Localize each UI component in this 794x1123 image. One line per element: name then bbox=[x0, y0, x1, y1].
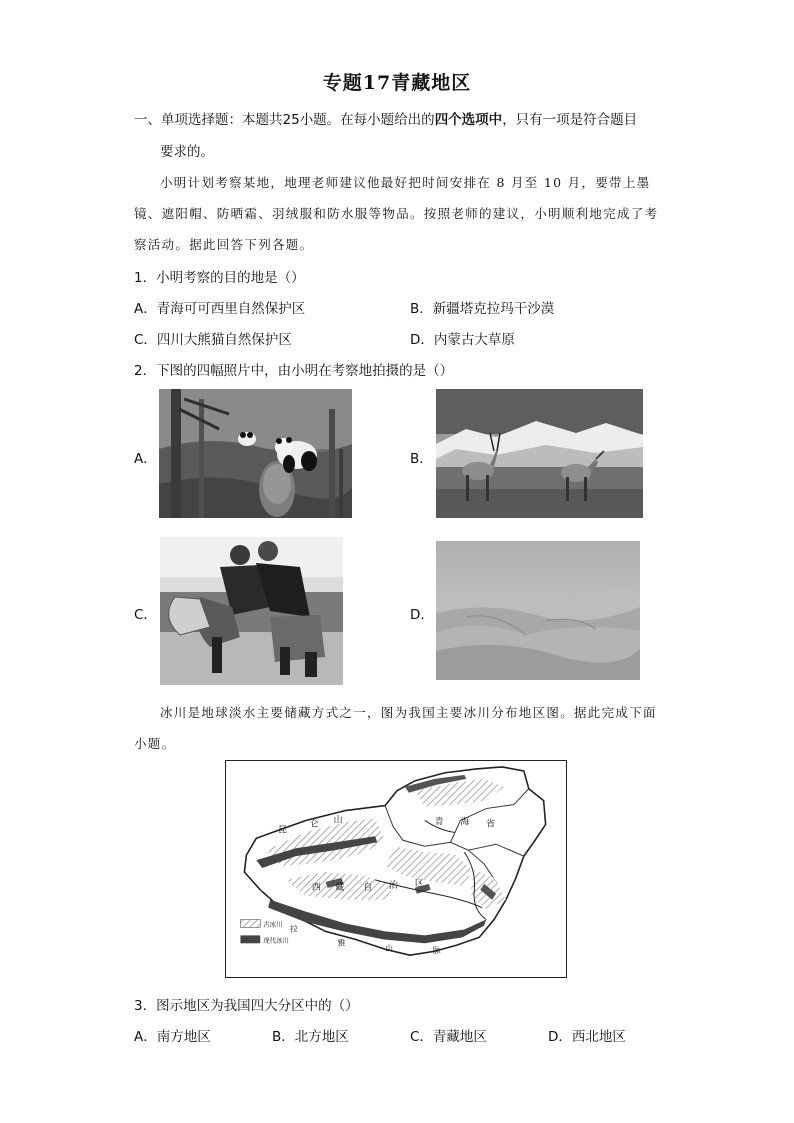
section-header bbox=[134, 108, 637, 128]
section-header-line2: 要求的。 bbox=[160, 144, 214, 160]
legend-modern-label: 现代冰川 bbox=[263, 936, 289, 945]
map-label-kunlun-3: 山 bbox=[333, 815, 343, 826]
map-label-qinghai-1: 青 bbox=[434, 817, 444, 828]
section-prefix: 一、单项选择题：本题共 bbox=[134, 112, 283, 128]
q3-stem: 3．图示地区为我国四大分区中的（） bbox=[134, 998, 359, 1014]
q3-option-c: C．青藏地区 bbox=[410, 1029, 487, 1045]
section-mid: 小题。在每小题给出的 bbox=[299, 112, 435, 128]
map-label-xizang-2: 藏 bbox=[335, 882, 345, 893]
q1-option-d: D．内蒙古大草原 bbox=[410, 332, 515, 348]
map-label-kunlun-1: 昆 bbox=[278, 825, 288, 836]
map-label-xizang-1: 西 bbox=[311, 882, 321, 893]
q1-stem: 1．小明考察的目的地是（） bbox=[134, 270, 305, 286]
section-count: 25 bbox=[282, 112, 300, 128]
map-label-xizang-5: 区 bbox=[414, 878, 424, 889]
q2-label-d: D． bbox=[410, 607, 434, 623]
map-label-himalaya-1: 马 bbox=[260, 884, 269, 894]
map-label-himalaya-4: 山 bbox=[385, 944, 394, 954]
map-label-xizang-3: 自 bbox=[363, 882, 373, 893]
map-label-himalaya-3: 雅 bbox=[337, 938, 346, 948]
desert-photo bbox=[436, 541, 640, 680]
passage2-line1: 冰川是地球淡水主要储藏方式之一，图为我国主要冰川分布地区图。据此完成下面 bbox=[160, 705, 657, 720]
section-suffix: ，只有一项是符合题目 bbox=[502, 112, 638, 128]
passage1-line1: 小明计划考察某地，地理老师建议他最好把时间安排在 8 月至 10 月，要带上墨 bbox=[160, 175, 651, 190]
legend-ancient-label: 古冰川 bbox=[263, 920, 283, 929]
panda-photo bbox=[159, 389, 352, 518]
antelope-photo bbox=[436, 389, 643, 518]
wrestling-photo bbox=[160, 537, 343, 685]
map-label-qinghai-2: 海 bbox=[460, 817, 470, 828]
q1-option-b: B．新疆塔克拉玛干沙漠 bbox=[410, 301, 555, 317]
q1-option-c: C．四川大熊猫自然保护区 bbox=[134, 332, 292, 348]
q2-label-a: A． bbox=[134, 451, 157, 467]
map-label-himalaya-5: 脉 bbox=[432, 946, 441, 956]
q1-option-a: A．青海可可西里自然保护区 bbox=[134, 301, 306, 317]
passage1-line3: 察活动。据此回答下列各题。 bbox=[134, 237, 314, 252]
section-bold: 四个选项中 bbox=[434, 112, 503, 128]
q3-option-a: A．南方地区 bbox=[134, 1029, 211, 1045]
map-label-kunlun-2: 仑 bbox=[309, 819, 319, 830]
map-legend bbox=[240, 919, 289, 944]
map-label-xizang-4: 治 bbox=[389, 880, 398, 891]
passage1-line2: 镜、遮阳帽、防晒霜、羽绒服和防水服等物品。按照老师的建议，小明顺利地完成了考 bbox=[134, 206, 659, 221]
q2-label-b: B． bbox=[410, 451, 433, 467]
page-title: 专题17青藏地区 bbox=[322, 72, 472, 94]
map-label-qinghai-3: 省 bbox=[486, 819, 496, 830]
q2-stem: 2．下图的四幅照片中，由小明在考察地拍摄的是（） bbox=[134, 363, 454, 379]
q3-option-b: B．北方地区 bbox=[272, 1029, 349, 1045]
passage2-line2: 小题。 bbox=[134, 736, 176, 751]
map-label-himalaya-2: 拉 bbox=[289, 924, 298, 934]
q2-label-c: C． bbox=[134, 607, 157, 623]
q3-option-d: D．西北地区 bbox=[548, 1029, 626, 1045]
glacier-map bbox=[225, 760, 567, 978]
